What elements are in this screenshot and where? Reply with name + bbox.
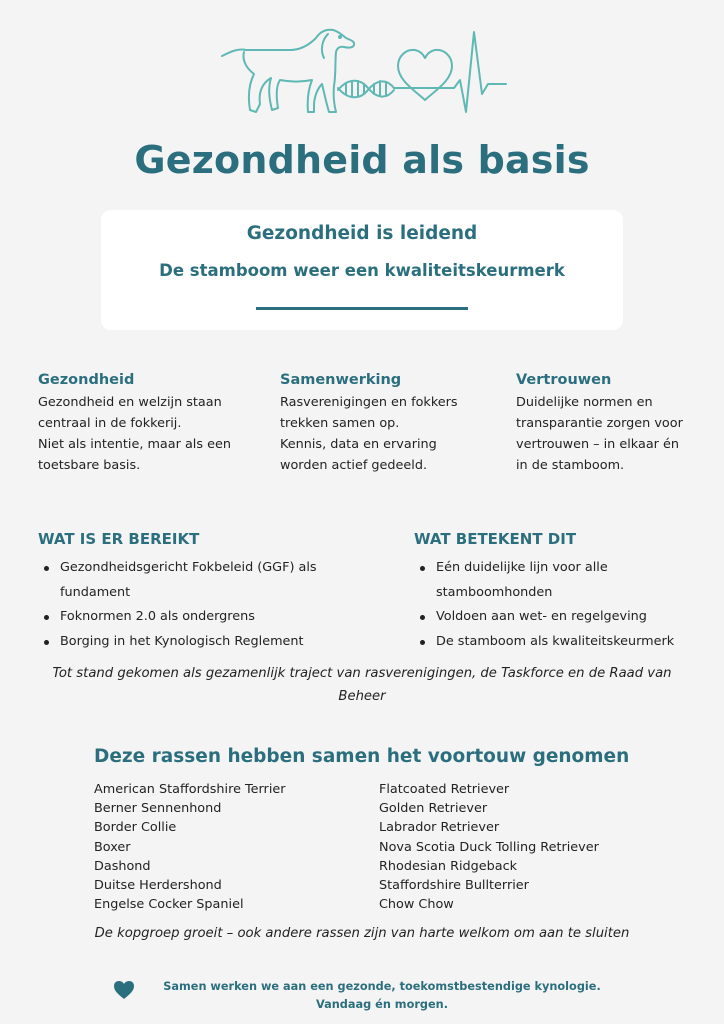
breed-item: Chow Chow <box>379 897 454 913</box>
breeds-list-right <box>379 780 599 914</box>
breed-item: Nova Scotia Duck Tolling Retriever <box>379 839 599 855</box>
heart-icon <box>113 980 135 1000</box>
breed-item: Dashond <box>94 858 151 874</box>
pillar-title: Vertrouwen <box>516 372 612 388</box>
list-item: De stamboom als kwaliteitskeurmerk <box>414 630 704 655</box>
page-title: Gezondheid als basis <box>134 138 590 182</box>
achieved-title: WAT IS ER BEREIKT <box>38 530 200 548</box>
breed-item: Boxer <box>94 839 131 855</box>
breed-item: Rhodesian Ridgeback <box>379 858 518 874</box>
pillar-vertrouwen <box>516 372 724 476</box>
breed-item: Labrador Retriever <box>379 820 500 836</box>
footer-text <box>140 978 624 1014</box>
card-divider <box>256 307 468 310</box>
pillar-text: Gezondheid en welzijn staan centraal in de fokkerij. Niet als intentie, maar als een toetsbare basis. <box>38 395 231 473</box>
heart-icon <box>398 50 452 100</box>
breed-item: Border Collie <box>94 820 177 836</box>
breed-item: Engelse Cocker Spaniel <box>94 897 244 913</box>
breed-item: Staffordshire Bullterrier <box>379 878 529 894</box>
breed-item: Berner Sennenhond <box>94 801 222 817</box>
dog-icon <box>222 30 354 112</box>
breed-item: Duitse Herdershond <box>94 878 222 894</box>
breeds-list-left <box>94 780 286 914</box>
growth-note: De kopgroep groeit – ook andere rassen zijn van harte welkom om aan te sluiten <box>94 926 630 941</box>
footer-line-2: Vandaag én morgen. <box>316 998 448 1011</box>
pillar-gezondheid <box>38 372 248 476</box>
achieved-list <box>38 556 358 654</box>
pillar-samenwerking <box>280 372 490 476</box>
dog-health-logo <box>218 28 508 118</box>
meaning-title: WAT BETEKENT DIT <box>414 530 577 548</box>
breed-item: Flatcoated Retriever <box>379 782 510 797</box>
pillar-text: Rasverenigingen en fokkers trekken samen op. Kennis, data en ervaring worden actief gedeeld. <box>280 395 458 473</box>
breed-item: Golden Retriever <box>379 801 488 817</box>
dna-icon <box>338 81 394 98</box>
card-subheading: De stamboom weer een kwaliteitskeurmerk <box>159 261 565 280</box>
list-item: Gezondheidsgericht Fokbeleid (GGF) als fundament <box>38 556 358 605</box>
list-item: Voldoen aan wet- en regelgeving <box>414 605 704 630</box>
pillar-text: Duidelijke normen en transparantie zorgen voor vertrouwen – in elkaar én in de stamboom. <box>516 395 683 473</box>
list-item: Borging in het Kynologisch Reglement <box>38 630 358 655</box>
collaboration-note: Tot stand gekomen als gezamenlijk traject van rasverenigingen, de Taskforce en de Raad van Beheer <box>52 666 672 704</box>
meaning-list <box>414 556 704 654</box>
card-heading: Gezondheid is leidend <box>246 223 478 244</box>
pillar-title: Gezondheid <box>38 372 135 388</box>
list-item: Eén duidelijke lijn voor alle stamboomhonden <box>414 556 704 605</box>
breeds-title: Deze rassen hebben samen het voortouw genomen <box>94 746 630 767</box>
pillar-title: Samenwerking <box>280 372 402 388</box>
footer-line-1: Samen werken we aan een gezonde, toekomstbestendige kynologie. <box>163 980 601 993</box>
list-item: Foknormen 2.0 als ondergrens <box>38 605 358 630</box>
breed-item: American Staffordshire Terrier <box>94 782 286 797</box>
summary-card <box>101 210 623 330</box>
